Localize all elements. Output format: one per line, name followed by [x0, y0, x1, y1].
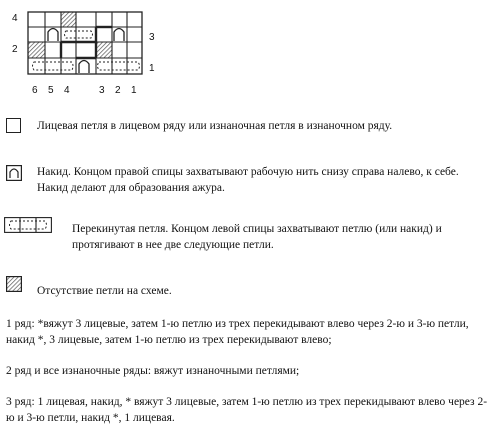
yarn-over-icon — [6, 165, 22, 181]
passed-over-symbol — [33, 62, 74, 70]
instruction-row-1: 1 ряд: *вяжут 3 лицевые, затем 1-ю петлю из трех перекидывают влево через 2-ю и 3-ю петли, накид *, 3 лицевые, затем 1-ю петлю из трех перекидывают влево; — [6, 318, 469, 346]
stitch-number: 6 — [32, 85, 38, 96]
stitch-number: 5 — [48, 85, 54, 96]
row-label-1: 1 — [149, 63, 155, 74]
passed-over-symbol — [98, 62, 140, 70]
yarn-over-symbol — [114, 29, 124, 42]
no-stitch-cell — [28, 42, 45, 58]
legend-item-no-stitch: Отсутствие петли на схеме. — [37, 285, 172, 297]
stitch-number: 2 — [115, 85, 121, 96]
chart-grid — [0, 0, 170, 100]
row-label-2: 2 — [12, 44, 18, 55]
legend-item-passed-over: Перекинутая петля. Концом левой спицы захватывают петлю (или накид) и протягивают в нее две следующие петли. — [72, 223, 442, 251]
no-stitch-icon — [6, 276, 22, 292]
yarn-over-symbol — [48, 29, 58, 42]
row-label-3: 3 — [149, 32, 155, 43]
empty-square-icon — [6, 118, 21, 133]
instruction-row-3: 3 ряд: 1 лицевая, накид, * вяжут 3 лицевые, затем 1-ю петлю из трех перекидывают влево через 2-ю и 3-ю петли, накид *, 1 лицевая. — [6, 396, 488, 424]
no-stitch-cell — [61, 12, 76, 27]
no-stitch-cell — [96, 42, 112, 58]
passed-over-symbol — [65, 31, 93, 38]
stitch-number: 1 — [131, 85, 137, 96]
stitch-number: 3 — [99, 85, 105, 96]
legend-item-knit: Лицевая петля в лицевом ряду или изнаночная петля в изнаночном ряду. — [37, 120, 393, 132]
row-label-4: 4 — [12, 13, 18, 24]
legend-item-yarn-over: Накид. Концом правой спицы захватывают рабочую нить снизу справа налево, к себе. Накид делают для образования ажура. — [37, 166, 459, 194]
knitting-chart — [0, 0, 170, 100]
passed-over-stitch-icon — [4, 217, 52, 233]
yarn-over-symbol — [79, 61, 89, 74]
instruction-row-2: 2 ряд и все изнаночные ряды: вяжут изнаночными петлями; — [6, 365, 300, 377]
stitch-number: 4 — [64, 85, 70, 96]
